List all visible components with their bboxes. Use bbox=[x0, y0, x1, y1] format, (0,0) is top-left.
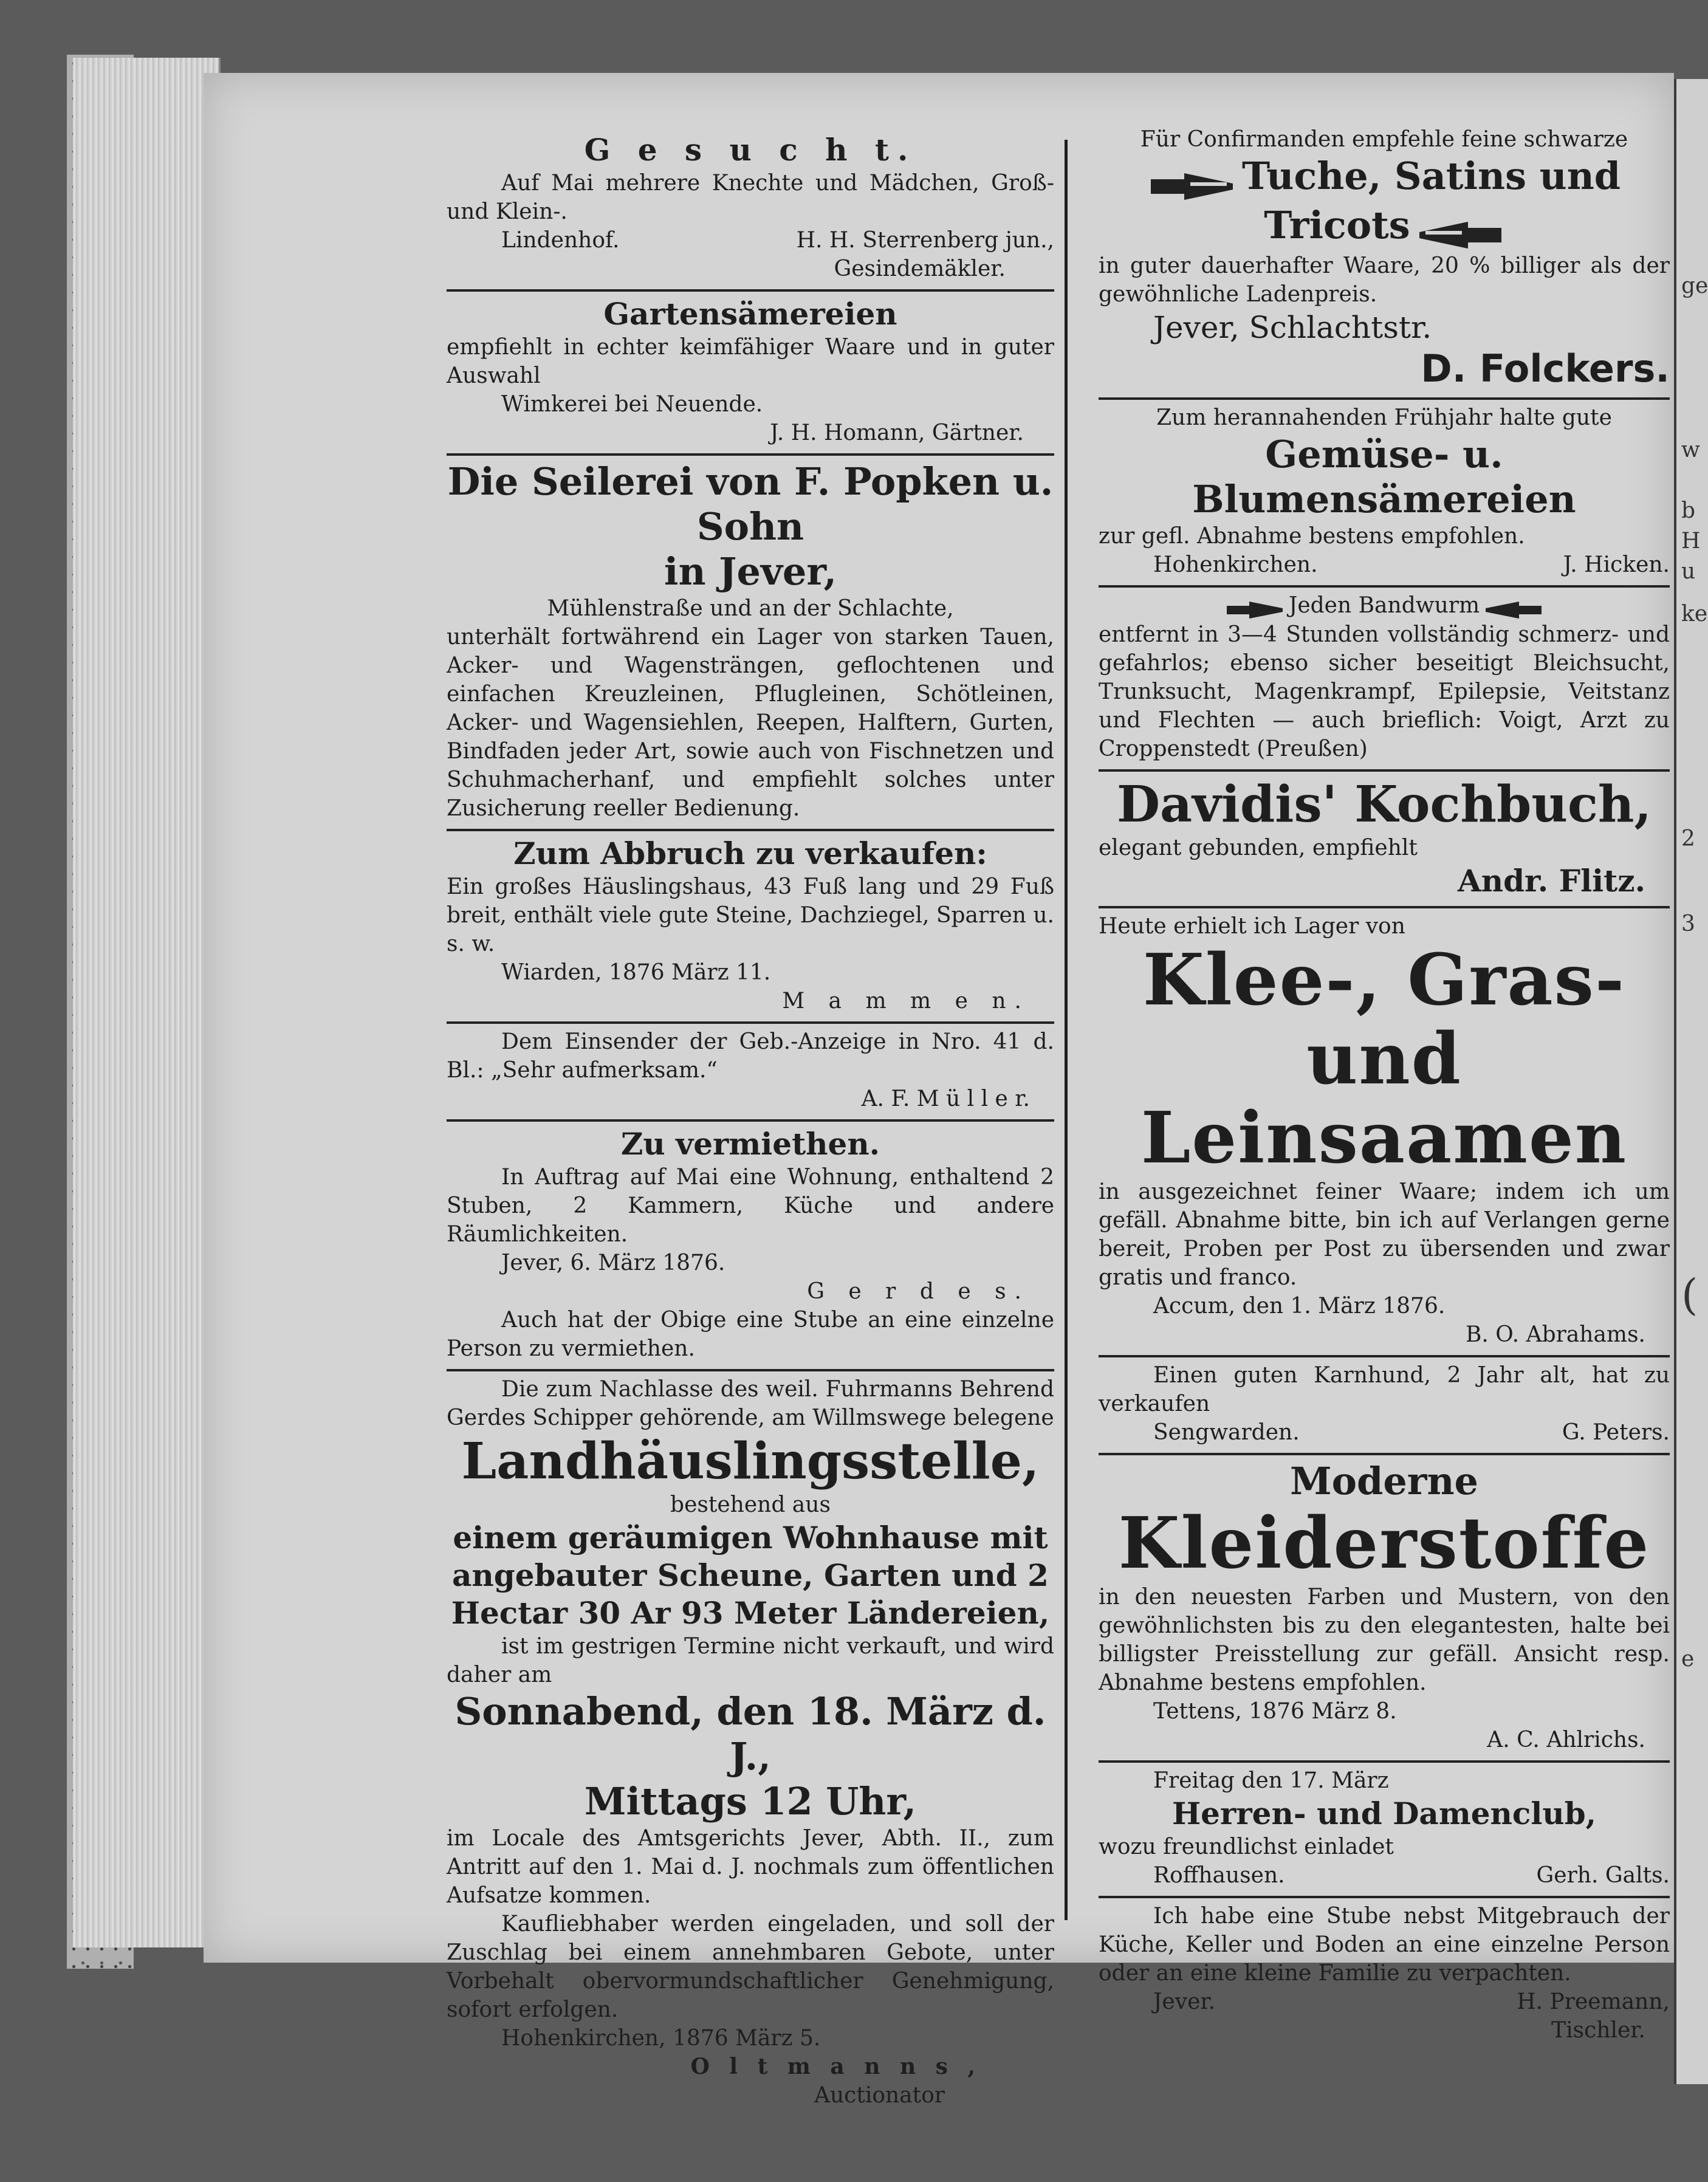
ad-place: Tettens, 1876 März 8. bbox=[1153, 1698, 1397, 1724]
ad-title-line2: Tricots bbox=[1264, 202, 1410, 247]
ad-gartensaemereien bbox=[447, 292, 1054, 456]
pointing-hand-right-icon bbox=[1148, 170, 1239, 203]
ad-place: Jever. bbox=[1153, 1989, 1216, 2014]
ad-signature bbox=[1099, 1861, 1670, 1890]
ad-name: G e r d e s. bbox=[807, 1279, 1030, 1304]
ad-place: Jever, Schlachtstr. bbox=[1153, 310, 1432, 345]
ad-role: Gesindemäkler. bbox=[834, 256, 1006, 281]
ad-headline-3: Hectar 30 Ar 93 Meter Ländereien, bbox=[451, 1595, 1050, 1631]
ad-title: Die Seilerei von F. Popken u. Sohn bbox=[447, 459, 1054, 549]
column-rule bbox=[1065, 140, 1068, 1920]
ad-title-row bbox=[1099, 591, 1670, 620]
ad-text: entfernt in 3—4 Stunden vollständig schmerz- und gefahrlos; ebenso sicher beseitigt Bleichsucht, Trunksucht, Magenkrampf, Epilepsie, Veitstanz und Flechten — auch brieflich: Voigt, Arzt zu Croppenstedt (Preußen) bbox=[1099, 622, 1670, 761]
ad-title: Davidis' Kochbuch, bbox=[1116, 775, 1652, 834]
ad-klee bbox=[1099, 908, 1670, 1357]
ad-name: A. F. M ü l l e r. bbox=[861, 1086, 1030, 1111]
ad-tuche bbox=[1099, 122, 1670, 400]
ad-place: Wiarden, 1876 März 11. bbox=[501, 960, 771, 985]
ad-name: O l t m a n n s , bbox=[690, 2054, 981, 2079]
edge-fragment: u bbox=[1681, 559, 1696, 584]
ad-name: A. C. Ahlrichs. bbox=[1487, 1727, 1645, 1752]
ad-text: in guter dauerhafter Waare, 20 % billiger als der gewöhnliche Ladenpreis. bbox=[1099, 253, 1670, 307]
ad-intro: Die zum Nachlasse des weil. Fuhrmanns Behrend Gerdes Schipper gehörende, am Willmswege belegene bbox=[447, 1377, 1054, 1430]
ad-intro: Freitag den 17. März bbox=[1153, 1768, 1389, 1793]
ad-subtitle: Mühlenstraße und an der Schlachte, bbox=[547, 596, 954, 621]
ad-name: G. Peters. bbox=[1562, 1419, 1670, 1445]
ad-title: Zum Abbruch zu verkaufen: bbox=[513, 835, 987, 871]
ad-bandwurm bbox=[1099, 588, 1670, 772]
ad-name: Gerh. Galts. bbox=[1536, 1862, 1670, 1888]
ad-text-3: Kaufliebhaber werden eingeladen, und soll der Zuschlag bei einem annehmbaren Gebote, unter Vorbehalt obervormundschaftlicher Genehmigung, sofort erfolgen. bbox=[447, 1912, 1054, 2022]
ad-title-line2: Kleiderstoffe bbox=[1118, 1501, 1650, 1585]
edge-fragment: ( bbox=[1681, 1270, 1698, 1320]
left-column bbox=[447, 128, 1054, 2116]
ad-name: D. Folckers. bbox=[1421, 346, 1670, 391]
edge-fragment: 2 bbox=[1681, 826, 1695, 851]
ad-seilerei bbox=[447, 456, 1054, 831]
ad-text: Einen guten Karnhund, 2 Jahr alt, hat zu verkaufen bbox=[1099, 1362, 1670, 1416]
ad-role: Auctionator bbox=[814, 2083, 945, 2108]
ad-kleiderstoffe bbox=[1099, 1455, 1670, 1763]
ad-name: B. O. Abrahams. bbox=[1465, 1322, 1645, 1347]
ad-signature bbox=[1099, 1418, 1670, 1447]
ad-place: Lindenhof. bbox=[501, 228, 620, 253]
ad-text: Ein großes Häuslingshaus, 43 Fuß lang und 29 Fuß breit, enthält viele gute Steine, Dachziegel, Sparren u. s. w. bbox=[447, 874, 1055, 956]
ad-name: H. H. Sterrenberg jun., bbox=[796, 228, 1054, 253]
edge-fragment: H bbox=[1681, 529, 1701, 554]
ad-name: M a m m e n. bbox=[782, 989, 1030, 1014]
ad-text: wozu freundlichst einladet bbox=[1099, 1834, 1394, 1859]
pointing-hand-left-icon bbox=[1483, 600, 1543, 620]
edge-fragment: w bbox=[1681, 437, 1700, 462]
ad-title: Tuche, Satins und bbox=[1241, 154, 1621, 198]
ad-place: Accum, den 1. März 1876. bbox=[1153, 1293, 1446, 1319]
ad-place: Hohenkirchen. bbox=[1153, 552, 1318, 577]
ad-title: Gartensämereien bbox=[603, 296, 897, 332]
ad-landhaeuslingsstelle bbox=[447, 1371, 1054, 2116]
pointing-hand-right-icon bbox=[1225, 600, 1286, 620]
ad-text: empfiehlt in echter keimfähiger Waare und in guter Auswahl bbox=[447, 335, 1054, 388]
ad-text: elegant gebunden, empfiehlt bbox=[1099, 835, 1418, 860]
ad-text: Ich habe eine Stube nebst Mitgebrauch der Küche, Keller und Boden an eine einzelne Person oder an eine kleine Familie zu verpachten. bbox=[1099, 1903, 1670, 1986]
ad-title: Moderne bbox=[1290, 1458, 1478, 1503]
ad-stube bbox=[1099, 1898, 1670, 2051]
ad-name: H. Preemann, bbox=[1517, 1989, 1670, 2014]
ad-intro: Für Confirmanden empfehle feine schwarze bbox=[1140, 127, 1628, 152]
ad-title-line2: in Jever, bbox=[664, 549, 837, 594]
ad-place: Sengwarden. bbox=[1153, 1419, 1300, 1445]
ad-subtitle: bestehend aus bbox=[670, 1492, 831, 1517]
ad-signature bbox=[1099, 551, 1670, 579]
ad-abbruch bbox=[447, 831, 1054, 1024]
ad-role: Tischler. bbox=[1551, 2017, 1645, 2043]
ad-kochbuch bbox=[1099, 772, 1670, 908]
ad-intro: Zum herannahenden Frühjahr halte gute bbox=[1156, 405, 1612, 430]
ad-title: Landhäuslingsstelle, bbox=[461, 1432, 1040, 1491]
ad-title: Jeden Bandwurm bbox=[1288, 593, 1480, 618]
ad-title-line2: Leinsaamen bbox=[1140, 1096, 1628, 1179]
ad-text: In Auftrag auf Mai eine Wohnung, enthaltend 2 Stuben, 2 Kammern, Küche und andere Räumlichkeiten. bbox=[447, 1165, 1054, 1247]
right-column bbox=[1099, 122, 1670, 2051]
ad-text: zur gefl. Abnahme bestens empfohlen. bbox=[1099, 524, 1525, 549]
book-page-edges bbox=[73, 58, 221, 1947]
ad-name: J. H. Homann, Gärtner. bbox=[770, 420, 1024, 445]
ad-headline-2: angebauter Scheune, Garten und 2 bbox=[452, 1557, 1049, 1593]
ad-karnhund bbox=[1099, 1357, 1670, 1455]
ad-date-1: Sonnabend, den 18. März d. J., bbox=[454, 1689, 1046, 1779]
ad-text-2: im Locale des Amtsgerichts Jever, Abth. II., zum Antritt auf den 1. Mai d. J. nochmals zum öffentlichen Aufsatze kommen. bbox=[447, 1826, 1054, 1908]
ad-signature bbox=[447, 226, 1054, 255]
ad-intro: Heute erhielt ich Lager von bbox=[1099, 913, 1405, 939]
ad-name: Andr. Flitz. bbox=[1457, 862, 1645, 899]
ad-headline-1: einem geräumigen Wohnhause mit bbox=[453, 1520, 1048, 1556]
ad-place: Jever, 6. März 1876. bbox=[501, 1251, 725, 1275]
ad-einsender bbox=[447, 1024, 1054, 1122]
ad-text: in ausgezeichnet feiner Waare; indem ich um gefäll. Abnahme bitte, bin ich auf Verlangen gerne bereit, Proben per Post zu übersenden und zwar gratis und franco. bbox=[1099, 1179, 1670, 1290]
pointing-hand-left-icon bbox=[1413, 219, 1504, 252]
ad-title-row-2 bbox=[1099, 203, 1670, 252]
ad-text: Auf Mai mehrere Knechte und Mädchen, Groß- und Klein-. bbox=[447, 171, 1054, 224]
ad-title: Herren- und Damenclub, bbox=[1171, 1795, 1597, 1831]
ad-date-2: Mittags 12 Uhr, bbox=[584, 1779, 917, 1823]
ad-place: Wimkerei bei Neuende. bbox=[501, 392, 763, 417]
ad-text: in den neuesten Farben und Mustern, von den gewöhnlichsten bis zu den elegantesten, halte bei billigster Preisstellung zur gefäll. Ansicht resp. Abnahme bestens empfohlen. bbox=[1099, 1584, 1670, 1695]
edge-fragment: e bbox=[1681, 1647, 1695, 1672]
ad-place: Roffhausen. bbox=[1153, 1862, 1285, 1888]
ad-text: unterhält fortwährend ein Lager von starken Tauen, Acker- und Wagensträngen, geflochtenen und einfachen Kreuzleinen, Pflugleinen, Schötleinen, Acker- und Wagensiehlen, Reepen, Halftern, Gurten, Bindfaden jeder Art, sowie auch von Fischnetzen und Schuhmacherhanf, und empfiehlt solches unter Zusicherung reeller Bedienung. bbox=[447, 625, 1054, 821]
ad-name: J. Hicken. bbox=[1563, 552, 1670, 577]
ad-text-2: Auch hat der Obige eine Stube an eine einzelne Person zu vermiethen. bbox=[447, 1308, 1054, 1361]
edge-fragment: 3 bbox=[1681, 911, 1695, 936]
ad-title: Gemüse- u. Blumensämereien bbox=[1192, 432, 1576, 521]
ad-text: ist im gestrigen Termine nicht verkauft, und wird daher am bbox=[447, 1634, 1054, 1687]
ad-place: Hohenkirchen, 1876 März 5. bbox=[501, 2026, 821, 2051]
ad-title: Zu vermiethen. bbox=[620, 1126, 880, 1162]
ad-gesucht bbox=[447, 128, 1054, 292]
ad-signature bbox=[1099, 1988, 1670, 2016]
ad-gemuese bbox=[1099, 400, 1670, 588]
ad-damenclub bbox=[1099, 1763, 1670, 1898]
edge-fragment: ke bbox=[1681, 602, 1708, 626]
ad-title: Klee-, Gras- und bbox=[1142, 938, 1626, 1100]
ad-title: G e s u c h t. bbox=[584, 132, 917, 168]
facing-page-edge bbox=[1674, 79, 1708, 2084]
ad-title-row bbox=[1099, 154, 1670, 203]
ad-text: Dem Einsender der Geb.-Anzeige in Nro. 41 d. Bl.: „Sehr aufmerksam.“ bbox=[447, 1029, 1054, 1083]
edge-fragment: b bbox=[1681, 498, 1696, 523]
edge-fragment: ge bbox=[1681, 273, 1708, 298]
ad-vermiethen bbox=[447, 1122, 1054, 1371]
